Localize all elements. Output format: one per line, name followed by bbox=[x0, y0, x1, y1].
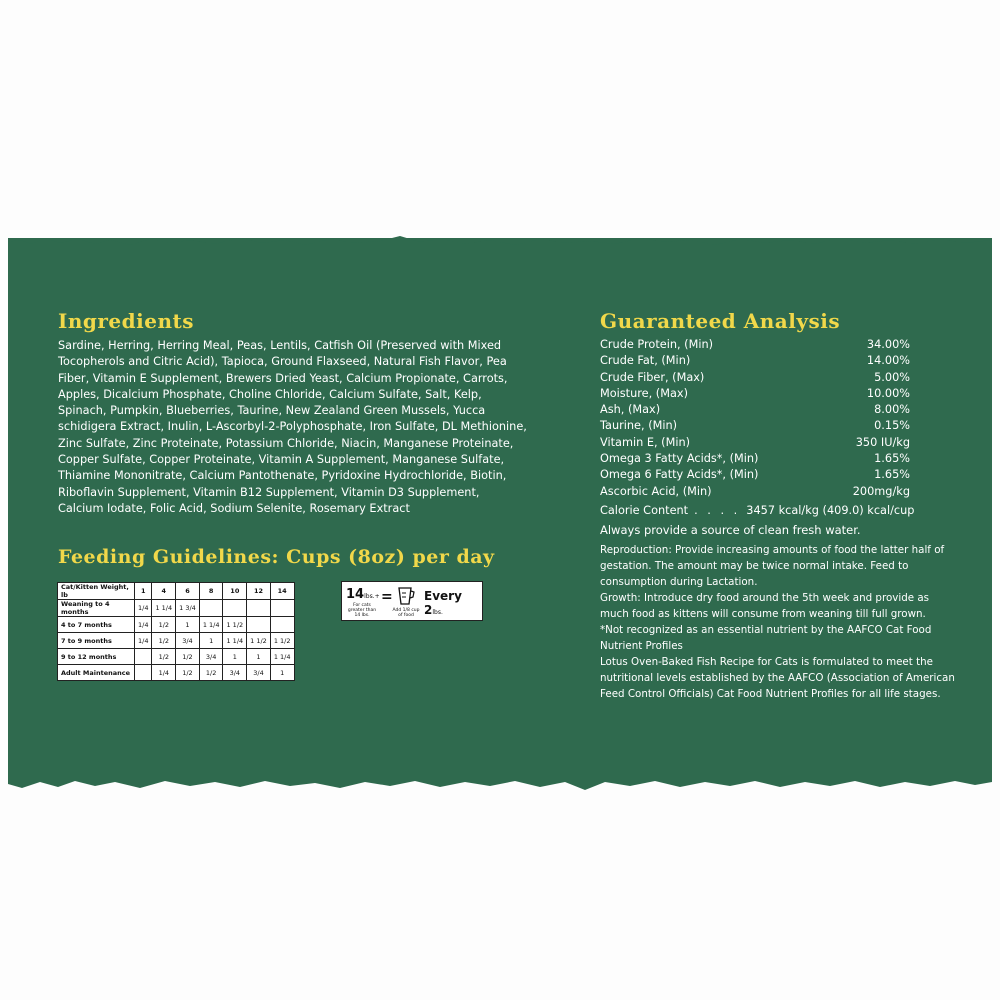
analysis-value: 5.00% bbox=[874, 370, 910, 384]
table-cell: 1 1/2 bbox=[223, 617, 247, 633]
table-cell: 1 3/4 bbox=[176, 600, 200, 617]
table-row bbox=[58, 649, 295, 665]
large-cat-note bbox=[341, 581, 483, 621]
analysis-label: Crude Fat, (Min) bbox=[600, 354, 691, 368]
growth-note: Growth: Introduce dry food around the 5th week and provide as much food as kittens will consume from weaning till full grown. bbox=[600, 592, 930, 620]
table-cell bbox=[270, 600, 294, 617]
table-cell bbox=[199, 600, 223, 617]
table-cell: 1 1/4 bbox=[152, 600, 176, 617]
analysis-row bbox=[600, 418, 910, 434]
analysis-row bbox=[600, 370, 910, 386]
analysis-row bbox=[600, 451, 910, 467]
row-label: Adult Maintenance bbox=[58, 665, 135, 681]
analysis-label: Ash, (Max) bbox=[600, 403, 661, 417]
guaranteed-analysis-heading: Guaranteed Analysis bbox=[600, 309, 841, 333]
aafco-statement: Lotus Oven-Baked Fish Recipe for Cats is formulated to meet the nutritional levels established by the AAFCO (Association of American Feed Control Officials) Cat Food Nutrient Profiles for all life stages. bbox=[600, 656, 955, 700]
note-weight-value: 14 bbox=[346, 587, 365, 602]
analysis-value: 34.00% bbox=[866, 338, 910, 351]
table-row bbox=[58, 600, 295, 617]
feeding-table-header-row bbox=[58, 583, 295, 600]
analysis-row bbox=[600, 402, 910, 418]
note-every-text: Every 2 bbox=[424, 589, 462, 617]
weight-column-header: 1 bbox=[135, 583, 152, 600]
table-row bbox=[58, 633, 295, 649]
analysis-value: 14.00% bbox=[866, 354, 910, 368]
weight-column-header: 6 bbox=[176, 583, 200, 600]
row-label: 4 to 7 months bbox=[58, 617, 135, 633]
table-cell: 1 1/2 bbox=[247, 633, 271, 649]
analysis-value: 1.65% bbox=[874, 452, 910, 466]
calorie-content bbox=[600, 504, 950, 517]
table-cell: 1/4 bbox=[152, 665, 176, 681]
note-equals: = bbox=[381, 589, 393, 605]
table-cell bbox=[247, 600, 271, 617]
calorie-value: 3457 kcal/kg (409.0) kcal/cup bbox=[746, 504, 915, 517]
analysis-value: 8.00% bbox=[874, 403, 910, 417]
table-cell: 1 1/4 bbox=[199, 617, 223, 633]
feeding-guidelines-heading: Feeding Guidelines: Cups (8oz) per day bbox=[58, 546, 495, 568]
analysis-label: Omega 3 Fatty Acids*, (Min) bbox=[600, 452, 759, 466]
torn-bottom-edge bbox=[0, 770, 1000, 800]
analysis-value: 10.00% bbox=[866, 386, 910, 400]
row-label: 7 to 9 months bbox=[58, 633, 135, 649]
table-cell: 3/4 bbox=[223, 665, 247, 681]
analysis-row bbox=[600, 435, 910, 451]
table-cell: 1/2 bbox=[152, 617, 176, 633]
calorie-dots: . . . . bbox=[694, 504, 741, 517]
ingredients-heading: Ingredients bbox=[58, 309, 194, 333]
analysis-label: Ascorbic Acid, (Min) bbox=[600, 484, 712, 498]
analysis-label: Taurine, (Min) bbox=[600, 419, 678, 433]
table-cell: 1/2 bbox=[199, 665, 223, 681]
analysis-value: 350 IU/kg bbox=[855, 435, 910, 449]
table-cell: 1 bbox=[199, 633, 223, 649]
note-add-caption: Add 1/8 cup of food bbox=[392, 608, 420, 618]
feeding-table bbox=[57, 582, 295, 681]
table-cell: 1/2 bbox=[152, 649, 176, 665]
weight-column-header: 4 bbox=[152, 583, 176, 600]
table-cell: 1/2 bbox=[152, 633, 176, 649]
table-cell: 1/2 bbox=[176, 649, 200, 665]
table-row bbox=[58, 617, 295, 633]
torn-top-edge bbox=[0, 228, 1000, 258]
analysis-value: 1.65% bbox=[874, 468, 910, 482]
measuring-cup-icon bbox=[397, 586, 415, 610]
analysis-row bbox=[600, 353, 910, 369]
analysis-row bbox=[600, 386, 910, 402]
table-cell bbox=[223, 600, 247, 617]
table-cell: 3/4 bbox=[247, 665, 271, 681]
table-cell: 3/4 bbox=[176, 633, 200, 649]
weight-column-header: 8 bbox=[199, 583, 223, 600]
note-every-unit: lbs. bbox=[432, 609, 443, 616]
table-cell: 1 1/2 bbox=[270, 633, 294, 649]
analysis-row bbox=[600, 484, 910, 500]
table-cell: 1 bbox=[247, 649, 271, 665]
table-cell: 1 bbox=[223, 649, 247, 665]
note-every bbox=[424, 589, 482, 617]
analysis-value: 200mg/kg bbox=[852, 484, 910, 498]
reproduction-note: Reproduction: Provide increasing amounts of food the latter half of gestation. The amount may be twice normal intake. Feed to consumption during Lactation. bbox=[600, 544, 945, 588]
analysis-list bbox=[600, 337, 910, 500]
ingredients-text: Sardine, Herring, Herring Meal, Peas, Lentils, Catfish Oil (Preserved with Mixed Tocopherols and Citric Acid), Tapioca, Ground Flaxseed, Natural Fish Flavor, Pea Fiber, Vitamin E Supplement, Brewers Dried Yeast, Calcium Propionate, Carrots, Apples, Dicalcium Phosphate, Choline Chloride, Calcium Sulfate, Salt, Kelp, Spinach, Pumpkin, Blueberries, Taurine, New Zealand Green Mussels, Yucca schidigera Extract, Inulin, L-Ascorbyl-2-Polyphosphate, Iron Sulfate, DL Methionine, Zinc Sulfate, Zinc Proteinate, Potassium Chloride, Niacin, Manganese Proteinate, Copper Sulfate, Copper Proteinate, Vitamin A Supplement, Manganese Sulfate, Thiamine Mononitrate, Calcium Pantothenate, Pyridoxine Hydrochloride, Biotin, Riboflavin Supplement, Vitamin B12 Supplement, Vitamin D3 Supplement, Calcium Iodate, Folic Acid, Sodium Selenite, Rosemary Extract bbox=[58, 339, 527, 515]
row-label: Weaning to 4 months bbox=[58, 600, 135, 617]
row-label: 9 to 12 months bbox=[58, 649, 135, 665]
table-cell: 1 bbox=[176, 617, 200, 633]
table-cell bbox=[247, 617, 271, 633]
table-cell bbox=[270, 617, 294, 633]
weight-column-header: 12 bbox=[247, 583, 271, 600]
analysis-label: Crude Fiber, (Max) bbox=[600, 370, 705, 384]
table-cell bbox=[135, 649, 152, 665]
weight-header: Cat/Kitten Weight, lb bbox=[58, 583, 135, 600]
table-row bbox=[58, 665, 295, 681]
aafco-footnote: *Not recognized as an essential nutrient by the AAFCO Cat Food Nutrient Profiles bbox=[600, 624, 932, 652]
analysis-row bbox=[600, 467, 910, 483]
table-cell: 1 1/4 bbox=[270, 649, 294, 665]
table-cell: 3/4 bbox=[199, 649, 223, 665]
water-note: Always provide a source of clean fresh water. bbox=[600, 523, 861, 537]
calorie-label: Calorie Content bbox=[600, 504, 689, 517]
analysis-value: 0.15% bbox=[874, 419, 910, 433]
table-cell bbox=[135, 665, 152, 681]
analysis-label: Crude Protein, (Min) bbox=[600, 338, 714, 351]
weight-column-header: 14 bbox=[270, 583, 294, 600]
feeding-notes bbox=[600, 542, 960, 702]
table-cell: 1/2 bbox=[176, 665, 200, 681]
table-cell: 1 bbox=[270, 665, 294, 681]
table-cell: 1 1/4 bbox=[223, 633, 247, 649]
note-weight-unit: lbs.+ bbox=[364, 593, 380, 600]
table-cell: 1/4 bbox=[135, 617, 152, 633]
note-weight bbox=[346, 587, 380, 602]
analysis-row bbox=[600, 337, 910, 353]
table-cell: 1/4 bbox=[135, 600, 152, 617]
weight-column-header: 10 bbox=[223, 583, 247, 600]
table-cell: 1/4 bbox=[135, 633, 152, 649]
analysis-label: Vitamin E, (Min) bbox=[600, 435, 691, 449]
analysis-label: Omega 6 Fatty Acids*, (Min) bbox=[600, 468, 759, 482]
note-weight-caption: For cats greater than 14 lbs. bbox=[347, 603, 377, 618]
analysis-label: Moisture, (Max) bbox=[600, 386, 688, 400]
